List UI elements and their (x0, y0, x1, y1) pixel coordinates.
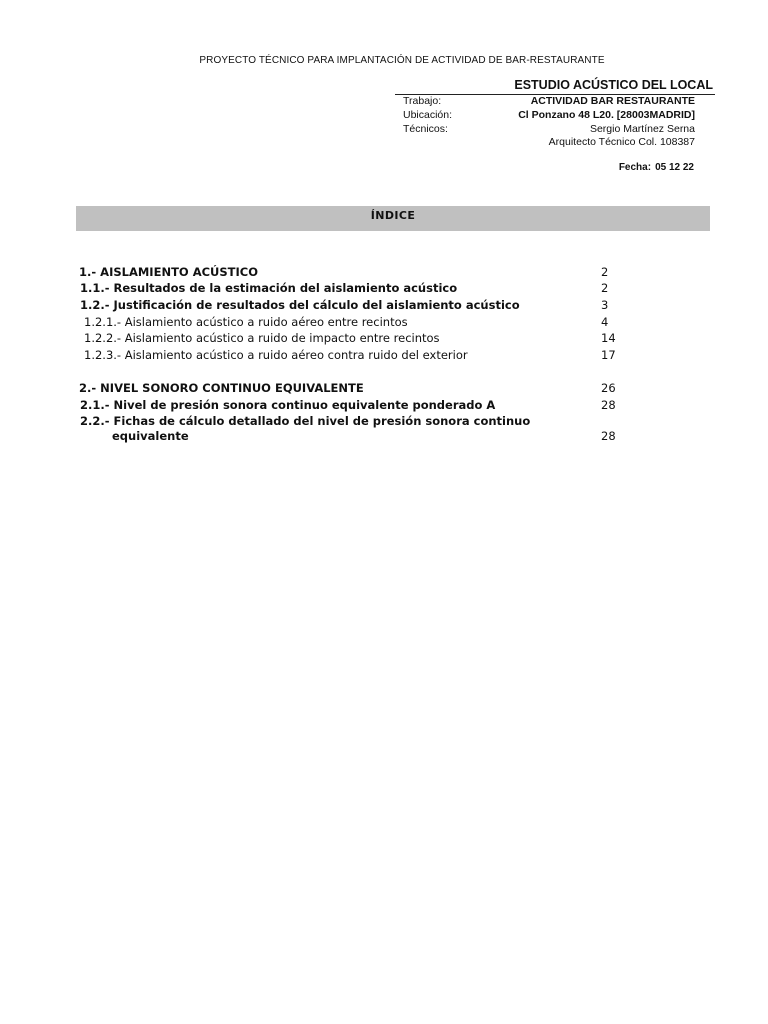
field-value: ACTIVIDAD BAR RESTAURANTE (530, 95, 695, 107)
toc-text: Fichas de cálculo detallado del nivel de presión sonora continuo (113, 414, 531, 428)
field-label: Ubicación: (403, 109, 453, 121)
toc-text: Aislamiento acústico a ruido aéreo entre recintos (124, 315, 408, 329)
toc-page: 26 (601, 381, 616, 395)
toc-entry[interactable] (0, 298, 768, 315)
toc-entry[interactable] (0, 331, 768, 348)
toc-text: Nivel de presión sonora continuo equivalente ponderado A (113, 398, 496, 412)
toc-number: 1.1.- (80, 281, 110, 295)
toc-text: AISLAMIENTO ACÚSTICO (100, 265, 258, 279)
toc-entry[interactable] (0, 381, 768, 398)
toc-text: Aislamiento acústico a ruido aéreo contra ruido del exterior (124, 348, 468, 362)
toc-page: 28 (601, 429, 616, 443)
date-label: Fecha: (618, 162, 652, 173)
toc-page: 2 (601, 265, 609, 279)
study-title: ESTUDIO ACÚSTICO DEL LOCAL (514, 78, 713, 92)
toc-page: 14 (601, 331, 616, 345)
toc-page: 17 (601, 348, 616, 362)
field-value: Arquitecto Técnico Col. 108387 (548, 136, 695, 148)
index-title: ÍNDICE (76, 206, 710, 231)
toc-entry[interactable] (0, 398, 768, 415)
field-label: Técnicos: (403, 123, 448, 135)
toc-entry[interactable] (0, 315, 768, 332)
toc-number: 2.- (79, 381, 97, 395)
project-title: PROYECTO TÉCNICO PARA IMPLANTACIÓN DE ACTIVIDAD DE BAR-RESTAURANTE (199, 55, 605, 66)
toc-page: 4 (601, 315, 609, 329)
toc-text-continued: equivalente (112, 429, 189, 443)
date-value: 05 12 22 (655, 162, 694, 173)
toc-number: 1.2.2.- (84, 331, 122, 345)
toc-page: 2 (601, 281, 609, 295)
field-label: Trabajo: (403, 95, 442, 107)
toc-entry[interactable] (0, 281, 768, 298)
toc-page: 28 (601, 398, 616, 412)
field-value: Cl Ponzano 48 L20. [28003MADRID] (518, 109, 695, 121)
toc-entry[interactable] (0, 265, 768, 282)
field-value: Sergio Martínez Serna (589, 123, 695, 135)
toc-number: 1.2.- (80, 298, 110, 312)
toc-number: 2.1.- (80, 398, 110, 412)
toc-text: Aislamiento acústico a ruido de impacto entre recintos (124, 331, 440, 345)
toc-text: Resultados de la estimación del aislamiento acústico (113, 281, 458, 295)
toc-page: 3 (601, 298, 609, 312)
toc-number: 1.2.3.- (84, 348, 122, 362)
toc-number: 1.2.1.- (84, 315, 122, 329)
toc-number: 2.2.- (80, 414, 110, 428)
toc-text: Justificación de resultados del cálculo del aislamiento acústico (113, 298, 520, 312)
toc-number: 1.- (79, 265, 97, 279)
toc-text: NIVEL SONORO CONTINUO EQUIVALENTE (100, 381, 364, 395)
date (450, 162, 694, 173)
toc-entry[interactable] (0, 414, 768, 446)
toc-entry[interactable] (0, 348, 768, 365)
